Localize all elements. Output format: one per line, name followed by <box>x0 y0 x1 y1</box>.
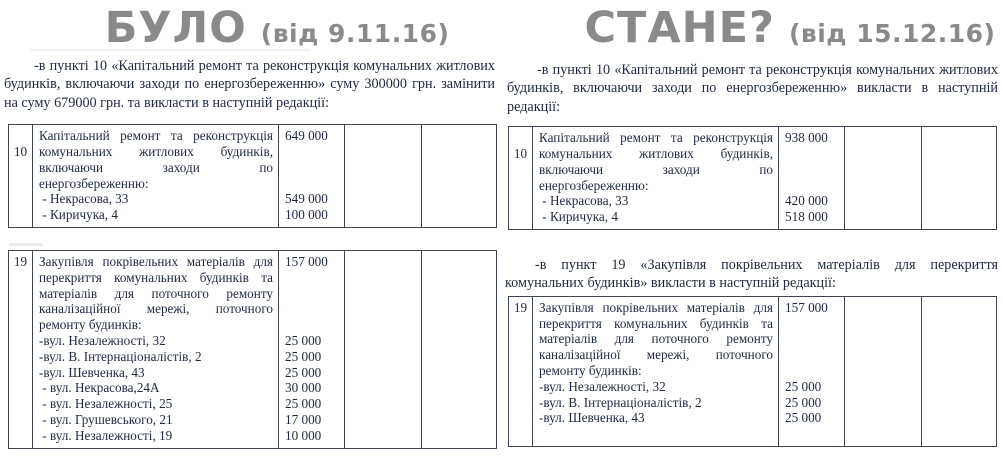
table-cell-line <box>285 176 344 192</box>
panel-before <box>0 0 500 449</box>
table-column-amount <box>279 125 345 227</box>
table-column-amount <box>779 127 845 229</box>
paragraph-line: будинків, включаючи заходи по енергозбереженню» викласти в наступній <box>507 80 998 97</box>
table-column-amount <box>779 297 845 446</box>
street-item-amount: 25 000 <box>285 396 322 412</box>
table-cell-line <box>785 178 844 194</box>
street-item-amount: 549 000 <box>285 191 328 207</box>
street-item-amount: 518 000 <box>785 209 828 225</box>
table-column-empty-1 <box>345 125 422 227</box>
street-item-label: - вул. Некрасова,24А <box>39 380 160 396</box>
description-line: матеріалів для поточного ремонту <box>39 285 273 301</box>
table-column-description <box>33 251 279 448</box>
description-line: ремонту будинків: <box>39 317 142 333</box>
table-cell-line <box>785 331 844 347</box>
description-line: включаючи заходи по <box>39 159 273 175</box>
street-item-label: - вул. Грушевського, 21 <box>39 411 173 427</box>
before-intro-paragraph <box>4 57 495 112</box>
description-line: перекриття комунальних будинків та <box>39 269 273 285</box>
table-cell-line <box>285 317 344 333</box>
table-column-description <box>33 125 279 227</box>
table-cell-line <box>285 301 344 317</box>
description-line: Закупівля покрівельних матеріалів для <box>39 254 273 269</box>
table-column-empty-2 <box>922 127 996 229</box>
row-number: 19 <box>513 299 528 315</box>
street-item-label: - Некрасова, 33 <box>39 191 129 207</box>
table-column-empty-2 <box>422 251 496 448</box>
table-column-empty-1 <box>845 297 922 446</box>
street-item-label: -вул. Шевченка, 43 <box>539 410 645 426</box>
row-number: 19 <box>13 254 28 269</box>
street-item-amount: 10 000 <box>285 427 322 443</box>
paragraph-line: -в пункті 10 «Капітальний ремонт та реконструкція комунальних житлових <box>537 62 998 78</box>
table-cell-line <box>285 144 344 160</box>
table-column-number <box>509 127 533 229</box>
before-title-text: БУЛО <box>104 3 247 53</box>
street-item-amount: 25 000 <box>785 410 822 426</box>
street-item-label: - Некрасова, 33 <box>539 193 629 209</box>
table-column-description <box>533 297 779 446</box>
street-item-amount: 25 000 <box>285 364 322 380</box>
total-amount: 157 000 <box>285 254 328 269</box>
table-column-number <box>509 297 533 446</box>
street-item-amount: 25 000 <box>785 394 822 410</box>
street-item-label: -вул. В. Інтернаціоналістів, 2 <box>39 348 202 364</box>
total-amount: 157 000 <box>785 299 828 315</box>
table-cell-line <box>285 160 344 176</box>
before-table-item10 <box>8 124 497 228</box>
table-cell-line <box>285 270 344 286</box>
description-line: перекриття комунальних будинків та <box>539 315 773 331</box>
after-table-item19 <box>508 296 997 447</box>
table-cell-line <box>785 347 844 363</box>
street-item-label: -вул. В. Інтернаціоналістів, 2 <box>539 394 702 410</box>
street-item-label: - Киричука, 4 <box>539 209 618 225</box>
after-table-item10 <box>508 126 997 230</box>
table-cell-line <box>785 162 844 178</box>
street-item-amount: 420 000 <box>785 193 828 209</box>
description-line: ремонту будинків: <box>539 363 642 378</box>
paragraph-line: комунальних будинків» викласти в наступній редакції: <box>505 275 836 292</box>
description-line: енергозбереженню: <box>539 177 649 193</box>
street-item-label: - вул. Незалежності, 25 <box>39 396 173 412</box>
description-line: каналізаційної мережі, поточного <box>539 347 773 363</box>
description-line: матеріалів для поточного ремонту <box>539 331 773 347</box>
description-line: Капітальний ремонт та реконструкція <box>539 130 773 146</box>
table-column-empty-1 <box>845 127 922 229</box>
description-line: комунальних житлових будинків, <box>39 144 273 160</box>
before-title <box>0 2 500 56</box>
before-table-item19 <box>8 250 497 449</box>
paragraph-line: редакції: <box>507 98 561 115</box>
row-number: 10 <box>13 144 28 160</box>
description-line: енергозбереженню: <box>39 175 149 191</box>
street-item-label: - Киричука, 4 <box>39 207 118 223</box>
street-item-amount: 25 000 <box>285 348 322 364</box>
street-item-amount: 25 000 <box>785 378 822 394</box>
street-item-label: -вул. Шевченка, 43 <box>39 364 145 380</box>
description-line: Закупівля покрівельних матеріалів для <box>539 299 773 315</box>
street-item-label: -вул. Незалежності, 32 <box>39 332 166 348</box>
table-cell-line <box>785 146 844 162</box>
street-item-label: -вул. Незалежності, 32 <box>539 378 666 394</box>
after-title-text: СТАНЕ? <box>584 3 775 53</box>
street-item-amount: 17 000 <box>285 411 322 427</box>
paragraph-line: будинків, включаючи заходи по енергозбереженню» суму 300000 грн. замінити <box>4 76 495 93</box>
street-item-label: - вул. Незалежності, 19 <box>39 427 173 443</box>
table-column-number <box>9 251 33 448</box>
table-column-number <box>9 125 33 227</box>
after-title-date: (від 15.12.16) <box>788 19 996 48</box>
table-cell-line <box>785 363 844 379</box>
description-line: Капітальний ремонт та реконструкція <box>39 128 273 144</box>
total-amount: 649 000 <box>285 128 328 144</box>
table-column-amount <box>279 251 345 448</box>
table-column-empty-2 <box>922 297 996 446</box>
table-column-empty-2 <box>422 125 496 227</box>
after-title <box>503 2 1003 56</box>
street-item-amount: 100 000 <box>285 207 328 223</box>
street-item-amount: 25 000 <box>285 332 322 348</box>
before-title-date: (від 9.11.16) <box>260 19 450 48</box>
table-column-empty-1 <box>345 251 422 448</box>
panel-after <box>503 0 1003 447</box>
row-number: 10 <box>513 146 528 162</box>
after-intro-paragraph <box>507 61 998 116</box>
table-cell-line <box>785 316 844 332</box>
paragraph-line: -в пункті 10 «Капітальний ремонт та реконструкція комунальних житлових <box>34 58 495 74</box>
paragraph-line: -в пункт 19 «Закупівля покрівельних матеріалів для перекриття <box>535 257 998 273</box>
street-item-amount: 30 000 <box>285 380 322 396</box>
table-column-description <box>533 127 779 229</box>
paragraph-line: на суму 679000 грн. та викласти в наступній редакції: <box>4 94 330 111</box>
total-amount: 938 000 <box>785 130 828 146</box>
description-line: комунальних житлових будинків, <box>539 146 773 162</box>
after-intro-paragraph-item19 <box>505 256 998 293</box>
table-cell-line <box>539 426 773 442</box>
description-line: включаючи заходи по <box>539 161 773 177</box>
description-line: каналізаційної мережі, поточного <box>39 301 273 317</box>
table-cell-line <box>285 286 344 302</box>
